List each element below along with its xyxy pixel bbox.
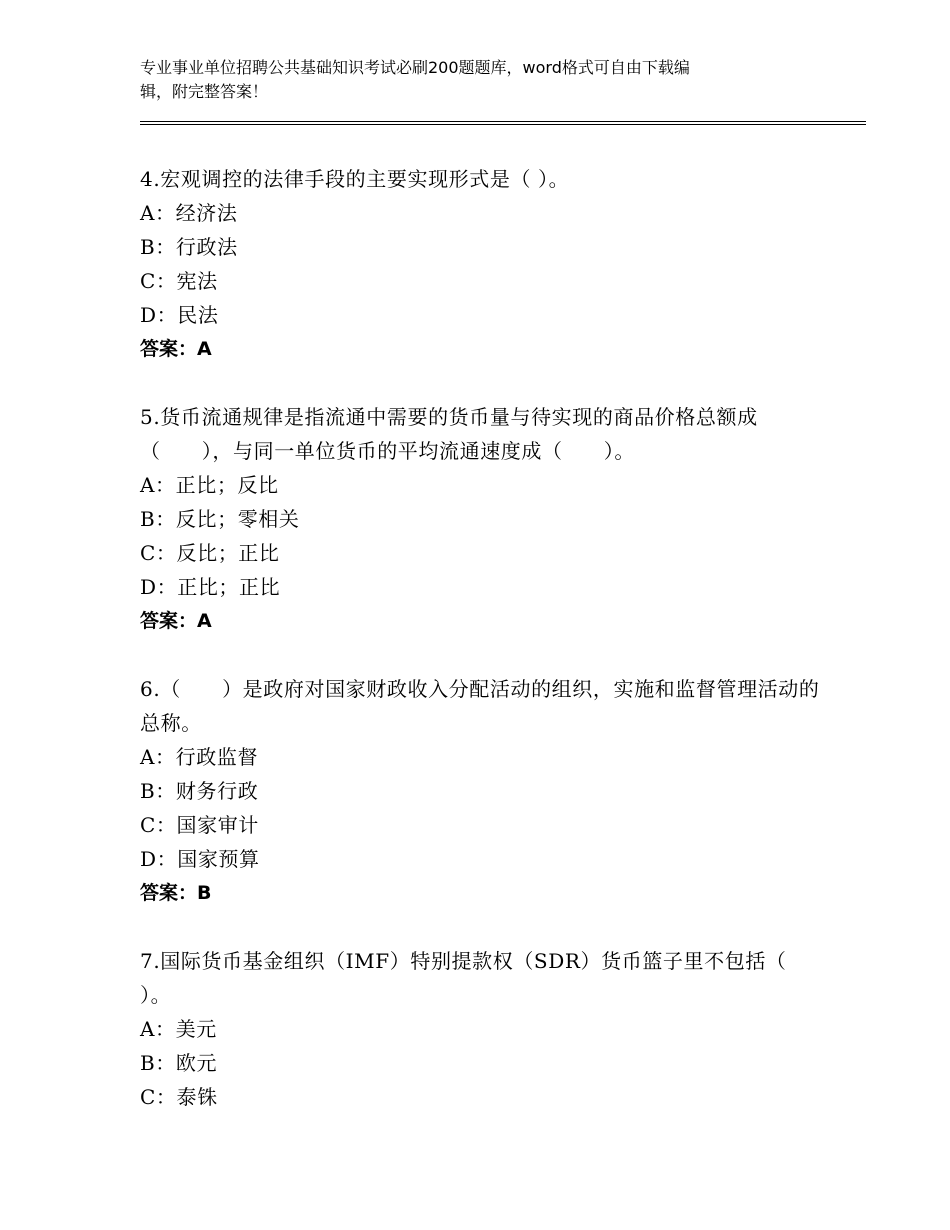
- option-d: D：正比；正比: [140, 575, 281, 599]
- answer-line: 答案：A: [140, 610, 212, 632]
- answer-line: 答案：A: [140, 338, 212, 360]
- question-stem: 6.（ ）是政府对国家财政收入分配活动的组织，实施和监督管理活动的总称。: [140, 677, 820, 735]
- option-c: C：宪法: [140, 269, 218, 293]
- option-d: D：国家预算: [140, 847, 260, 871]
- header-divider-top: [140, 121, 866, 122]
- question-item: [140, 672, 820, 910]
- option-b: B：反比；零相关: [140, 507, 300, 531]
- question-list: [140, 162, 820, 1148]
- answer-line: 答案：B: [140, 882, 212, 904]
- question-item: [140, 944, 820, 1114]
- option-a: A：行政监督: [140, 745, 259, 769]
- option-a: A：正比；反比: [140, 473, 279, 497]
- option-b: B：欧元: [140, 1051, 218, 1075]
- header-divider-bottom: [140, 124, 866, 125]
- question-item: [140, 162, 820, 366]
- option-c: C：国家审计: [140, 813, 259, 837]
- question-stem: 5.货币流通规律是指流通中需要的货币量与待实现的商品价格总额成（ ），与同一单位货币的平均流通速度成（ ）。: [140, 405, 758, 463]
- page-header: 专业事业单位招聘公共基础知识考试必刷200题题库，word格式可自由下载编 辑，附完整答案！: [140, 58, 690, 101]
- option-c: C：泰铢: [140, 1085, 218, 1109]
- question-stem: 7.国际货币基金组织（IMF）特别提款权（SDR）货币篮子里不包括（ ）。: [140, 949, 787, 1007]
- option-b: B：行政法: [140, 235, 238, 259]
- option-a: A：美元: [140, 1017, 217, 1041]
- option-d: D：民法: [140, 303, 219, 327]
- question-item: [140, 400, 820, 638]
- question-stem: 4.宏观调控的法律手段的主要实现形式是（ ）。: [140, 167, 570, 191]
- option-b: B：财务行政: [140, 779, 259, 803]
- option-c: C：反比；正比: [140, 541, 280, 565]
- option-a: A：经济法: [140, 201, 238, 225]
